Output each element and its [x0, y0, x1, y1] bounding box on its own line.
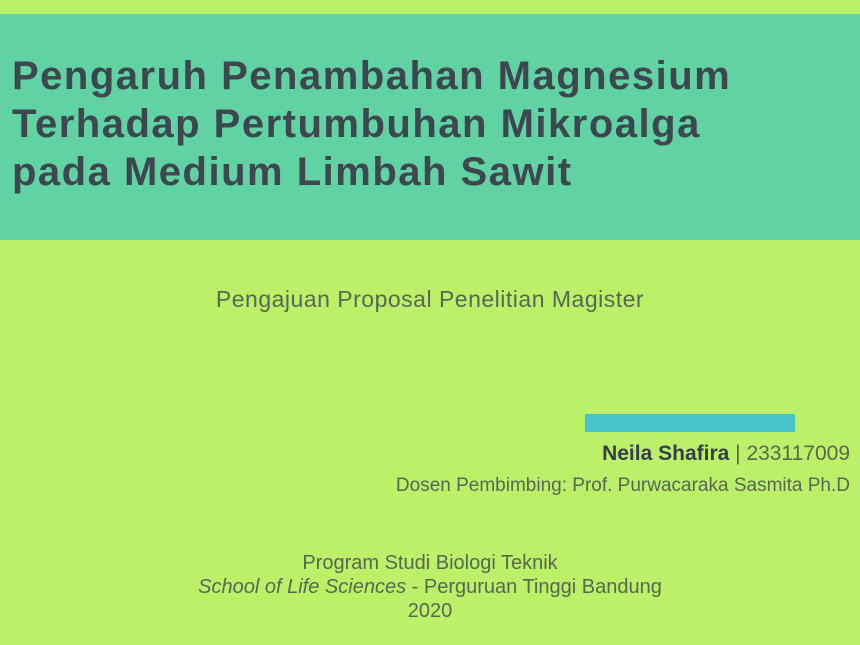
program-name: Program Studi Biologi Teknik — [302, 552, 558, 574]
institution-line — [0, 575, 860, 599]
title-line-1: Pengaruh Penambahan Magnesium — [12, 54, 732, 98]
footer-block — [0, 551, 860, 623]
title-band — [0, 14, 860, 240]
author-line — [396, 441, 850, 466]
accent-bar — [585, 414, 795, 432]
year: 2020 — [407, 600, 453, 622]
title-line-3: pada Medium Limbah Sawit — [12, 150, 573, 194]
slide-title — [0, 14, 860, 196]
author-name: Neila Shafira — [602, 442, 730, 465]
title-line-2: Terhadap Pertumbuhan Mikroalga — [12, 102, 701, 146]
author-block — [396, 441, 850, 497]
institution-name: - Perguruan Tinggi Bandung — [411, 576, 662, 598]
author-id: | 233117009 — [735, 442, 850, 465]
subtitle: Pengajuan Proposal Penelitian Magister — [215, 286, 645, 312]
supervisor-line: Dosen Pembimbing: Prof. Purwacaraka Sasmita Ph.D — [395, 475, 850, 496]
school-name: School of Life Sciences — [198, 576, 407, 598]
